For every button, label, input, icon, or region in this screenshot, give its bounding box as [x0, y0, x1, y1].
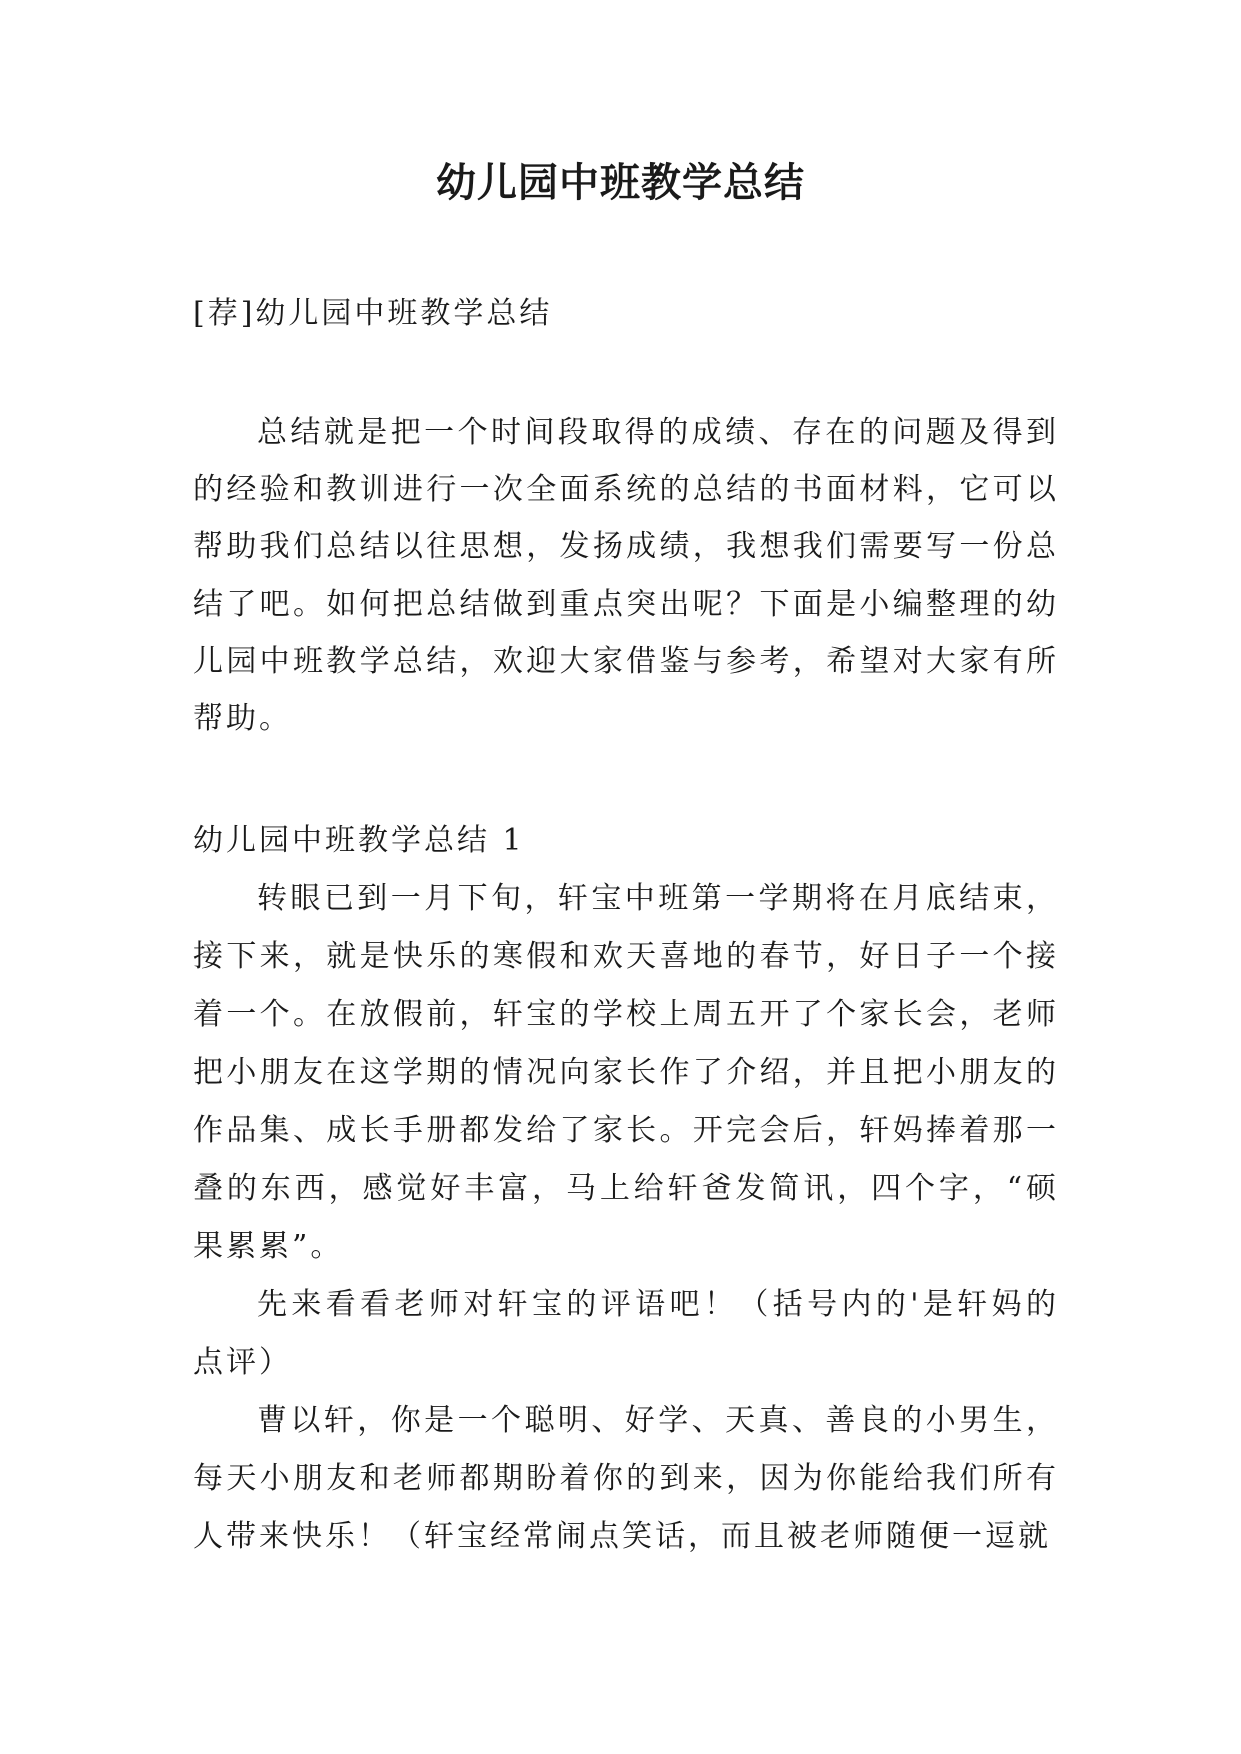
intro-block [193, 404, 1059, 747]
intro-paragraph: 总结就是把一个时间段取得的成绩、存在的问题及得到的经验和教训进行一次全面系统的总结的书面材料，它可以帮助我们总结以往思想，发扬成绩，我想我们需要写一份总结了吧。如何把总结做到重点突出呢？下面是小编整理的幼儿园中班教学总结，欢迎大家借鉴与参考，希望对大家有所帮助。 [193, 415, 1059, 737]
body-paragraph: 转眼已到一月下旬，轩宝中班第一学期将在月底结束，接下来，就是快乐的寒假和欢天喜地的春节，好日子一个接着一个。在放假前，轩宝的学校上周五开了个家长会，老师把小朋友在这学期的情况向家长作了介绍，并且把小朋友的作品集、成长手册都发给了家长。开完会后，轩妈捧着那一叠的东西，感觉好丰富，马上给轩爸发简讯，四个字，“硕果累累”。 [193, 881, 1059, 1264]
body-paragraph: 先来看看老师对轩宝的评语吧！（括号内的'是轩妈的点评） [193, 1287, 1059, 1380]
section-heading: 幼儿园中班教学总结 1 [193, 823, 525, 858]
document-subtitle: [荐]幼儿园中班教学总结 [193, 296, 553, 331]
document-title: 幼儿园中班教学总结 [436, 159, 805, 206]
section-1 [193, 812, 1059, 1566]
body-paragraph: 曹以轩，你是一个聪明、好学、天真、善良的小男生，每天小朋友和老师都期盼着你的到来，因为你能给我们所有人带来快乐！（轩宝经常闹点笑话，而且被老师随便一逗就 [193, 1403, 1059, 1554]
